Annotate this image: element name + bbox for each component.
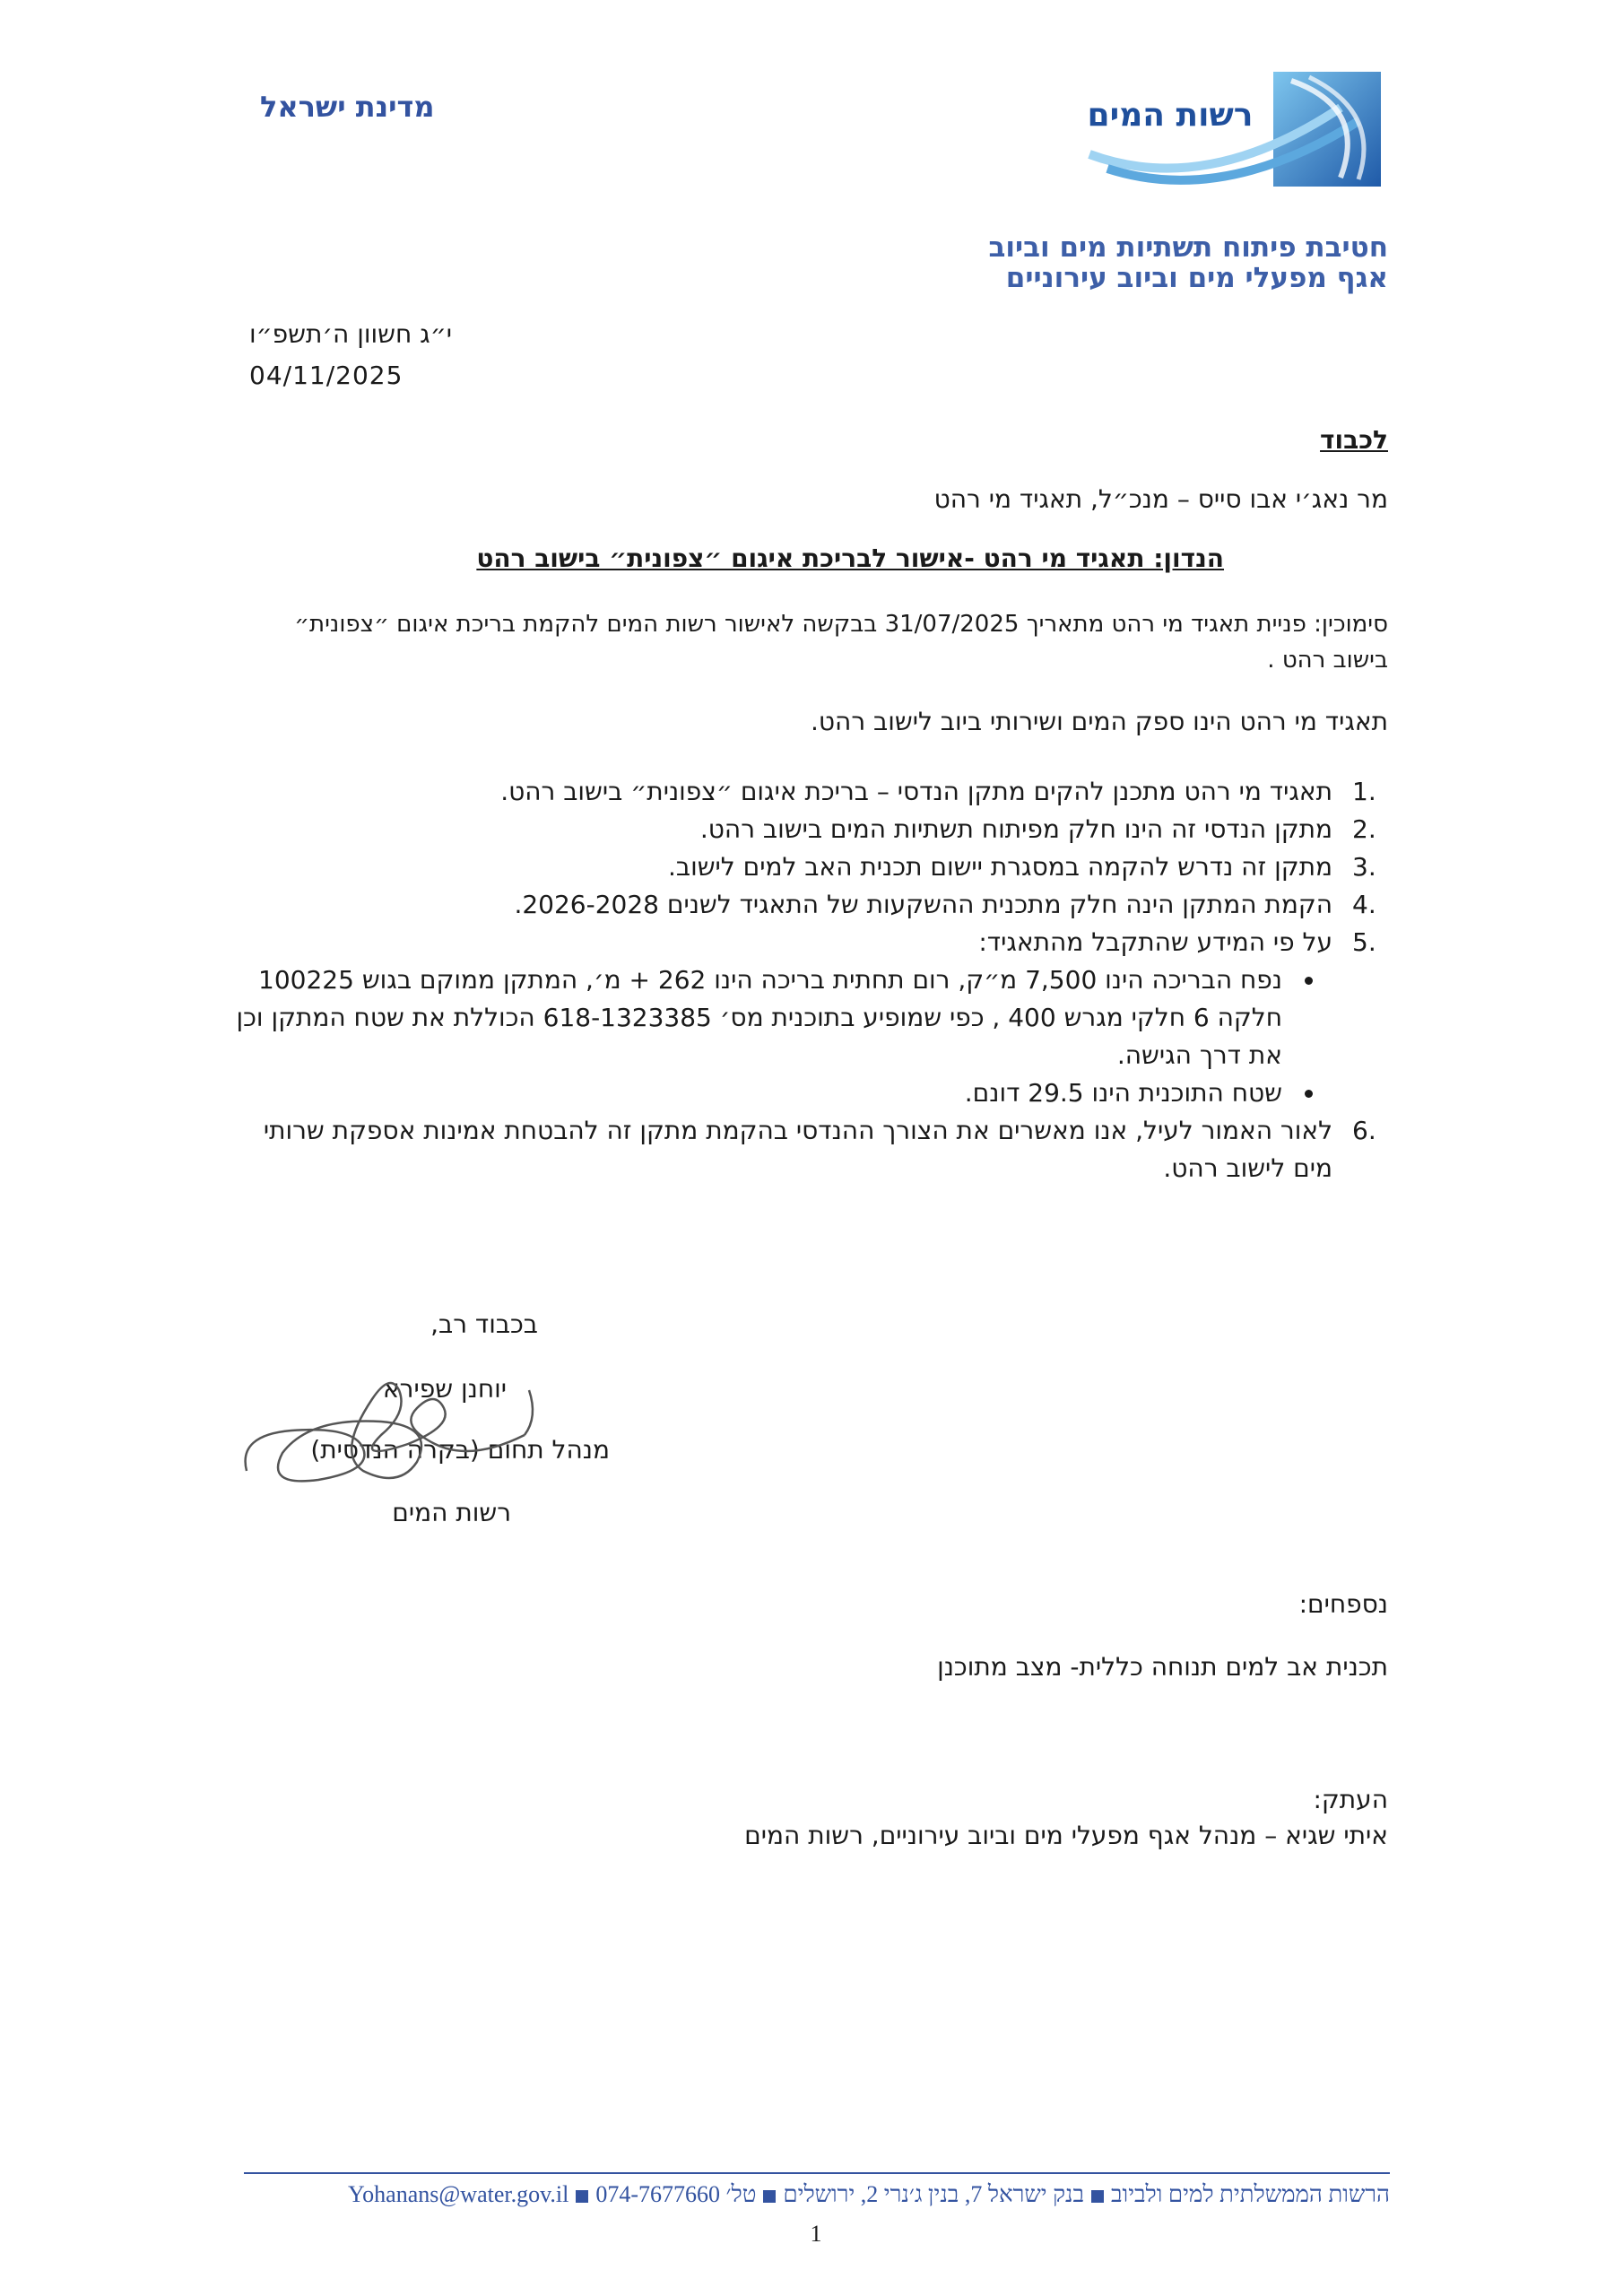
- bullet-item: [222, 961, 1332, 1074]
- division-name: חטיבת פיתוח תשתיות מים וביוב: [988, 231, 1388, 264]
- bullet-list: [222, 961, 1332, 1112]
- signer-name: יוחנן שפירא: [382, 1374, 507, 1404]
- bullet-icon: [1305, 1090, 1313, 1098]
- attachments-label: נספחים:: [1298, 1589, 1388, 1619]
- list-item: [222, 811, 1388, 848]
- list-item: [222, 886, 1388, 924]
- bullet-item: [222, 1074, 1332, 1112]
- item-number: .5: [1352, 927, 1376, 957]
- item-number: .2: [1352, 814, 1376, 844]
- item-number: .6: [1352, 1116, 1376, 1145]
- list-item: [222, 1112, 1388, 1187]
- item-text: על פי המידע שהתקבל מהתאגיד:: [978, 927, 1332, 957]
- numbered-list: [222, 773, 1388, 1187]
- reference: סימוכין: פניית תאגיד מי רהט מתאריך 31/07/2025 בבקשה לאישור רשות המים להקמת בריכת איגום ״צפונית״ בישוב רהט .: [294, 611, 1388, 674]
- list-item: [222, 924, 1388, 1112]
- honor-label: לכבוד: [1320, 425, 1388, 455]
- item-text: הקמת המתקן הינה חלק מתכנית ההשקעות של התאגיד לשנים 2026-2028.: [514, 890, 1332, 919]
- footer-email[interactable]: Yohanans@water.gov.il: [347, 2181, 569, 2207]
- page-number: 1: [810, 2221, 822, 2247]
- logo-text: רשות המים: [1087, 97, 1254, 134]
- cc-label: העתק:: [1313, 1785, 1388, 1814]
- list-item: [222, 773, 1388, 811]
- closing: בכבוד רב,: [430, 1309, 538, 1339]
- subject-line: הנדון: תאגיד מי רהט -אישור לבריכת איגום ״צפונית״ בישוב רהט: [476, 544, 1224, 573]
- attachment-item: תכנית אב למים תנוחה כללית- מצב מתוכנן: [937, 1652, 1388, 1682]
- square-separator-icon: [576, 2190, 588, 2203]
- intro-paragraph: תאגיד מי רהט הינו ספק המים ושירותי ביוב לישוב רהט.: [811, 707, 1388, 736]
- item-text: תאגיד מי רהט מתכנן להקים מתקן הנדסי – בריכת איגום ״צפונית״ בישוב רהט.: [500, 777, 1332, 806]
- footer: [244, 2181, 1390, 2208]
- cc-item: איתי שגיא – מנהל אגף מפעלי מים וביוב עירוניים, רשות המים: [744, 1821, 1388, 1850]
- list-item: [222, 848, 1388, 886]
- bullet-text: שטח התוכנית הינו 29.5 דונם.: [964, 1078, 1282, 1108]
- handwritten-signature: [229, 1336, 551, 1498]
- bullet-text: נפח הבריכה הינו 7,500 מ״ק, רום תחתית בריכה הינו 262 + מ׳, המתקן ממוקם בגוש 100225 חלקה 6 חלקי מגרש 400 , כפי שמופיע בתוכנית מס׳ 618-1323385 הכוללת את שטח המתקן וכן את דרך הגישה.: [236, 965, 1282, 1070]
- item-number: .1: [1352, 777, 1376, 806]
- department-name: אגף מפעלי מים וביוב עירוניים: [1005, 262, 1388, 294]
- item-number: .4: [1352, 890, 1376, 919]
- square-separator-icon: [763, 2190, 776, 2203]
- footer-org: הרשות הממשלתית למים ולביוב: [1111, 2181, 1390, 2207]
- item-number: .3: [1352, 852, 1376, 882]
- item-text: מתקן הנדסי זה הינו חלק מפיתוח תשתיות המים בישוב רהט.: [699, 814, 1332, 844]
- recipient: מר נאג׳י אבו סייס – מנכ״ל, תאגיד מי רהט: [933, 484, 1388, 514]
- signer-title: מנהל תחום (בקרה הנדסית): [310, 1435, 610, 1465]
- square-separator-icon: [1091, 2190, 1104, 2203]
- hebrew-date: י״ג חשוון ה׳תשפ״ו: [249, 319, 452, 349]
- footer-divider: [244, 2172, 1390, 2174]
- item-text: לאור האמור לעיל, אנו מאשרים את הצורך ההנדסי בהקמת מתקן זה להבטחת אמינות אספקת שרותי מים לישוב רהט.: [263, 1116, 1332, 1183]
- footer-phone: טל׳ 074-7677660: [595, 2181, 757, 2207]
- item-text: מתקן זה נדרש להקמה במסגרת יישום תכנית האב למים לישוב.: [667, 852, 1332, 882]
- gregorian-date: 04/11/2025: [249, 361, 404, 390]
- bullet-icon: [1305, 977, 1313, 985]
- footer-address: בנק ישראל 7, בנין ג׳נרי 2, ירושלים: [783, 2181, 1085, 2207]
- signer-org: רשות המים: [392, 1498, 511, 1527]
- state-name: מדינת ישראל: [260, 90, 435, 124]
